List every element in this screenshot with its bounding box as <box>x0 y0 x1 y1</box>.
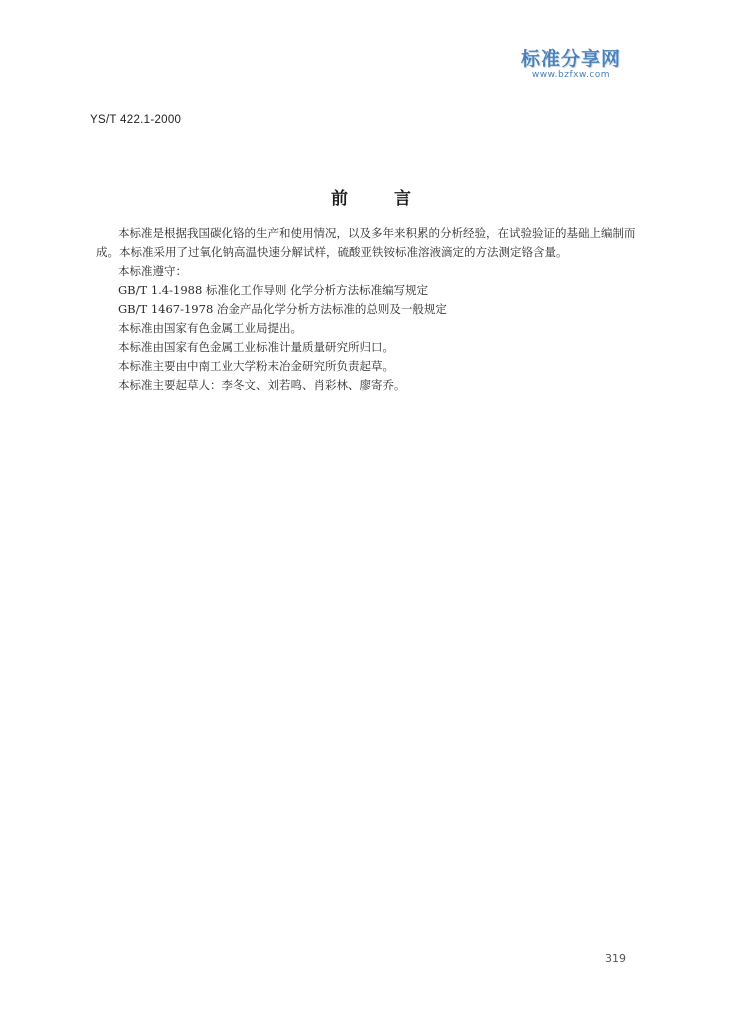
paragraph-drafted-by: 本标准主要由中南工业大学粉末冶金研究所负责起草。 <box>118 359 394 373</box>
page-number: 319 <box>605 952 626 965</box>
watermark-url: www.bzfxw.com <box>531 70 611 80</box>
paragraph-intro: 本标准是根据我国碳化铬的生产和使用情况，以及多年来积累的分析经验，在试验验证的基础上编制而成。本标准采用了过氧化钠高温快速分解试样，硫酸亚铁铵标准溶液滴定的方法测定铬含量。 <box>96 226 636 259</box>
section-title: 前言 <box>331 189 457 209</box>
paragraph-compliance: 本标准遵守： <box>118 264 187 278</box>
paragraph-drafters: 本标准主要起草人：李冬文、刘若鸣、肖彩林、廖寄乔。 <box>118 378 406 392</box>
watermark-title: 标准分享网 <box>520 48 621 70</box>
watermark-logo <box>512 48 630 80</box>
paragraph-proposed-by: 本标准由国家有色金属工业局提出。 <box>118 321 302 335</box>
paragraph-administered-by: 本标准由国家有色金属工业标准计量质量研究所归口。 <box>118 340 394 354</box>
reference-standard-2: GB/T 1467-1978 冶金产品化学分析方法标准的总则及一般规定 <box>118 302 447 316</box>
foreword-body <box>96 224 656 395</box>
reference-standard-1: GB/T 1.4-1988 标准化工作导则 化学分析方法标准编写规定 <box>118 283 429 297</box>
document-code: YS/T 422.1-2000 <box>90 114 182 126</box>
